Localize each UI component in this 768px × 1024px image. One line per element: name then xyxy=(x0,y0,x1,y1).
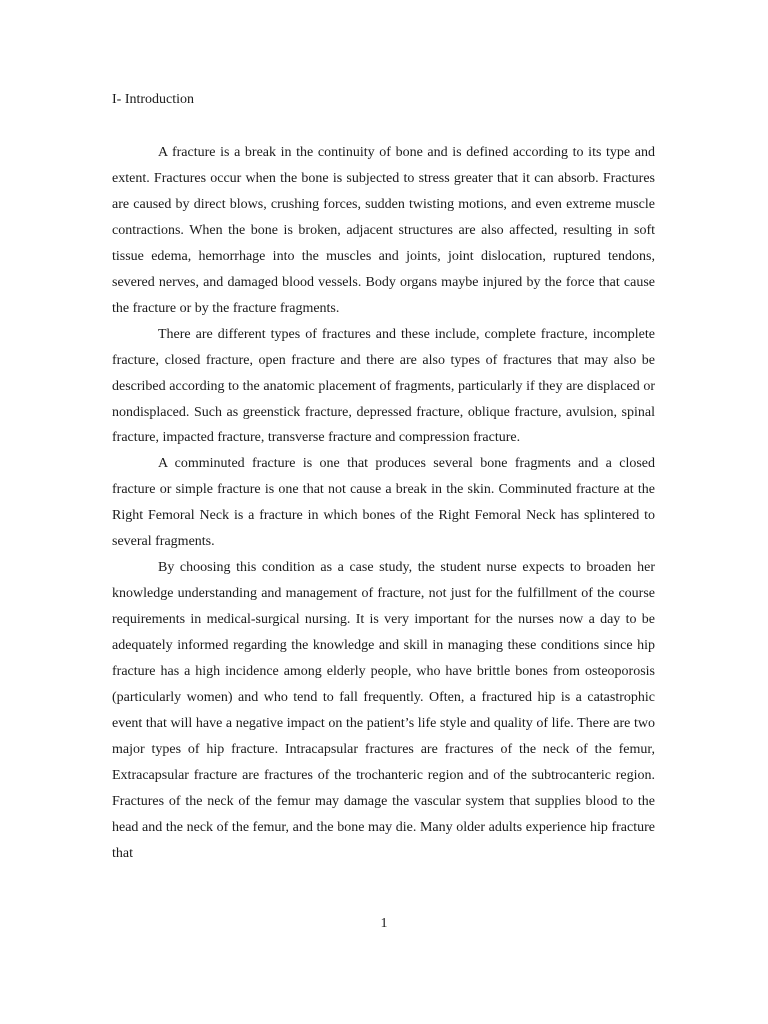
paragraph-comminuted-fracture: A comminuted fracture is one that produces several bone fragments and a closed fracture or simple fracture is one that not cause a break in the skin. Comminuted fracture at the Right Femoral Neck is a fracture in which bones of the Right Femoral Neck has splintered to several fragments. xyxy=(112,456,655,550)
paragraph-fracture-definition: A fracture is a break in the continuity of bone and is defined according to its type and extent. Fractures occur when the bone is subjected to stress greater that it can absorb. Fractures are caused by direct blows, crushing forces, sudden twisting motions, and even extreme muscle contractions. When the bone is broken, adjacent structures are also affected, resulting in soft tissue edema, hemorrhage into the muscles and joints, joint dislocation, ruptured tendons, severed nerves, and damaged blood vessels. Body organs maybe injured by the force that cause the fracture or by the fracture fragments. xyxy=(112,145,655,316)
paragraph-case-study-rationale: By choosing this condition as a case study, the student nurse expects to broaden her knowledge understanding and management of fracture, not just for the fulfillment of the course requirements in medical-surgical nursing. It is very important for the nurses now a day to be adequately informed regarding the knowledge and skill in managing these conditions since hip fracture has a high incidence among elderly people, who have brittle bones from osteoporosis (particularly women) and who tend to fall frequently. Often, a fractured hip is a catastrophic event that will have a negative impact on the patient’s life style and quality of life. There are two major types of hip fracture. Intracapsular fractures are fractures of the neck of the femur, Extracapsular fracture are fractures of the trochanteric region and of the subtrocanteric region. Fractures of the neck of the femur may damage the vascular system that supplies blood to the head and the neck of the femur, and the bone may die. Many older adults experience hip fracture that xyxy=(112,560,655,861)
body-text xyxy=(112,140,655,867)
section-heading: I- Introduction xyxy=(112,92,195,107)
paragraph-fracture-types: There are different types of fractures and these include, complete fracture, incomplete fracture, closed fracture, open fracture and there are also types of fractures that may also be described according to the anatomic placement of fragments, particularly if they are displaced or nondisplaced. Such as greenstick fracture, depressed fracture, oblique fracture, avulsion, spinal fracture, impacted fracture, transverse fracture and compression fracture. xyxy=(112,326,655,446)
page-number: 1 xyxy=(380,916,388,931)
